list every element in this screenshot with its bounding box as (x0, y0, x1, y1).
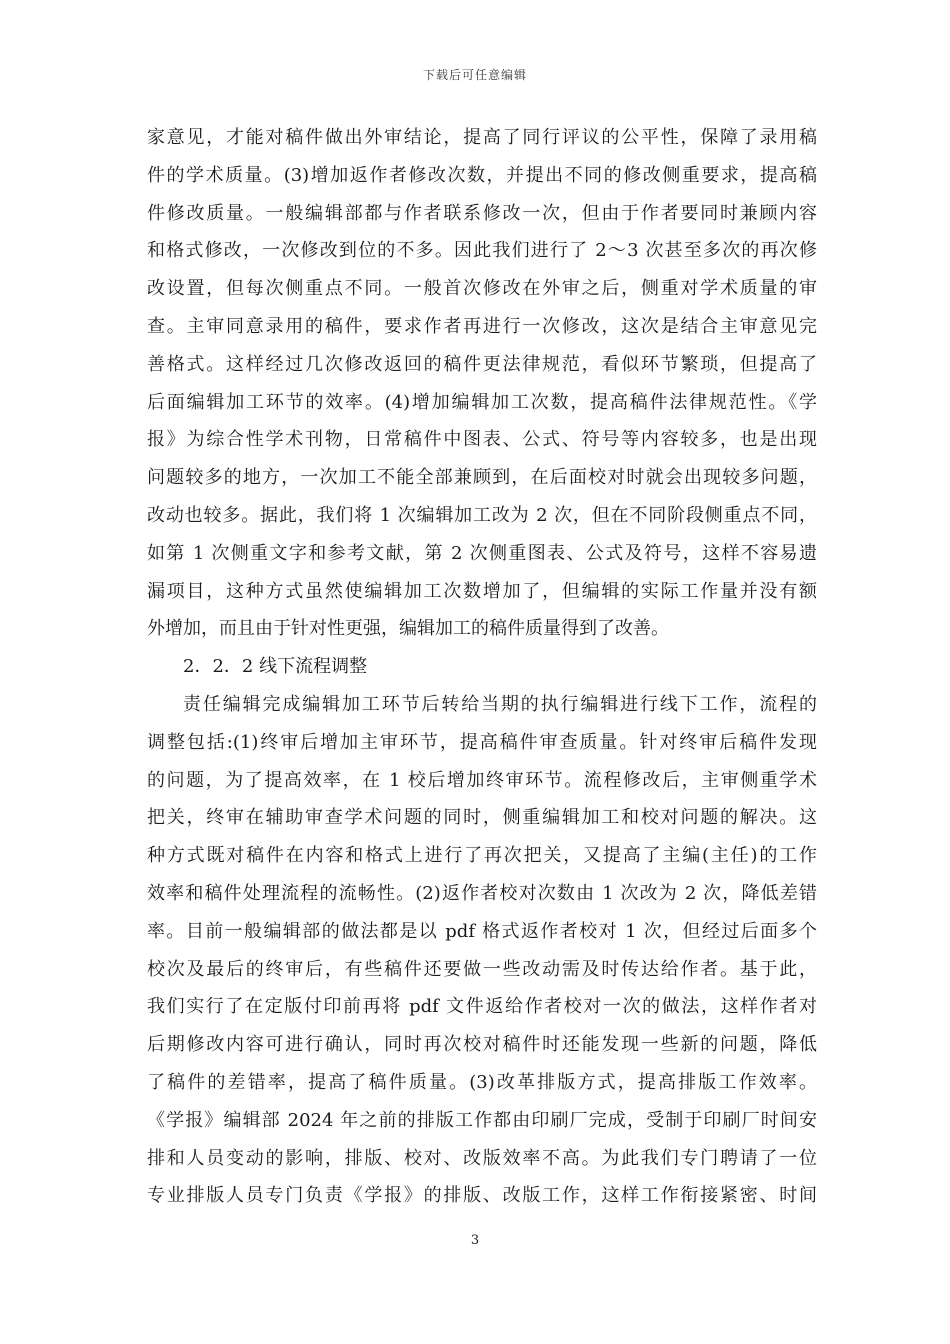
body-line: 善格式。这样经过几次修改返回的稿件更法律规范，看似环节繁琐，但提高了 (147, 353, 817, 375)
body-line: 改设置，但每次侧重点不同。一般首次修改在外审之后，侧重对学术质量的审 (147, 278, 817, 300)
body-line: 后面编辑加工环节的效率。(4)增加编辑加工次数，提高稿件法律规范性。《学 (147, 391, 817, 413)
body-line: 件修改质量。一般编辑部都与作者联系修改一次，但由于作者要同时兼顾内容 (147, 202, 817, 224)
body-line: 家意见，才能对稿件做出外审结论，提高了同行评议的公平性，保障了录用稿 (147, 127, 817, 148)
body-line: 查。主审同意录用的稿件，要求作者再进行一次修改，这次是结合主审意见完 (147, 315, 817, 337)
body-line: 率。目前一般编辑部的做法都是以 pdf 格式返作者校对 1 次，但经过后面多个 (147, 920, 817, 942)
body-line: 种方式既对稿件在内容和格式上进行了再次把关，又提高了主编(主任)的工作 (147, 845, 817, 867)
body-line: 把关，终审在辅助审查学术问题的同时，侧重编辑加工和校对问题的解决。这 (147, 807, 817, 829)
body-line: 排和人员变动的影响，排版、校对、改版效率不高。为此我们专门聘请了一位 (147, 1147, 817, 1169)
body-line: 和格式修改，一次修改到位的不多。因此我们进行了 2～3 次甚至多次的再次修 (147, 240, 817, 262)
paragraph-end-line: 外增加，而且由于针对性更强，编辑加工的稿件质量得到了改善。 (147, 618, 669, 640)
body-line: 后期修改内容可进行确认，同时再次校对稿件时还能发现一些新的问题，降低 (147, 1034, 817, 1056)
page-header: 下载后可任意编辑 (422, 68, 527, 82)
body-line: 报》为综合性学术刊物，日常稿件中图表、公式、符号等内容较多，也是出现 (147, 429, 817, 451)
body-line: 《学报》编辑部 2024 年之前的排版工作都由印刷厂完成，受制于印刷厂时间安 (147, 1109, 817, 1131)
body-line: 了稿件的差错率，提高了稿件质量。(3)改革排版方式，提高排版工作效率。 (147, 1071, 817, 1093)
body-line: 问题较多的地方，一次加工不能全部兼顾到，在后面校对时就会出现较多问题， (147, 467, 817, 489)
page-number: 3 (470, 1233, 480, 1248)
body-line: 如第 1 次侧重文字和参考文献，第 2 次侧重图表、公式及符号，这样不容易遗 (147, 542, 817, 564)
body-line: 校次及最后的终审后，有些稿件还要做一些改动需及时传达给作者。基于此， (147, 958, 817, 980)
body-line: 我们实行了在定版付印前再将 pdf 文件返给作者校对一次的做法，这样作者对 (147, 996, 817, 1018)
body-line: 改动也较多。据此，我们将 1 次编辑加工改为 2 次，但在不同阶段侧重点不同， (147, 504, 817, 526)
document-body (147, 119, 817, 1215)
body-line: 件的学术质量。(3)增加返作者修改次数，并提出不同的修改侧重要求，提高稿 (147, 164, 817, 186)
paragraph-first-line: 责任编辑完成编辑加工环节后转给当期的执行编辑进行线下工作，流程的 (183, 693, 817, 715)
body-line: 的问题，为了提高效率，在 1 校后增加终审环节。流程修改后，主审侧重学术 (147, 769, 817, 791)
body-line: 专业排版人员专门负责《学报》的排版、改版工作，这样工作衔接紧密、时间 (147, 1185, 817, 1207)
body-line: 调整包括:(1)终审后增加主审环节，提高稿件审查质量。针对终审后稿件发现 (147, 731, 817, 753)
section-heading: 2．2．2 线下流程调整 (183, 656, 368, 678)
body-line: 漏项目，这种方式虽然使编辑加工次数增加了，但编辑的实际工作量并没有额 (147, 580, 817, 602)
body-line: 效率和稿件处理流程的流畅性。(2)返作者校对次数由 1 次改为 2 次，降低差错 (147, 882, 817, 904)
